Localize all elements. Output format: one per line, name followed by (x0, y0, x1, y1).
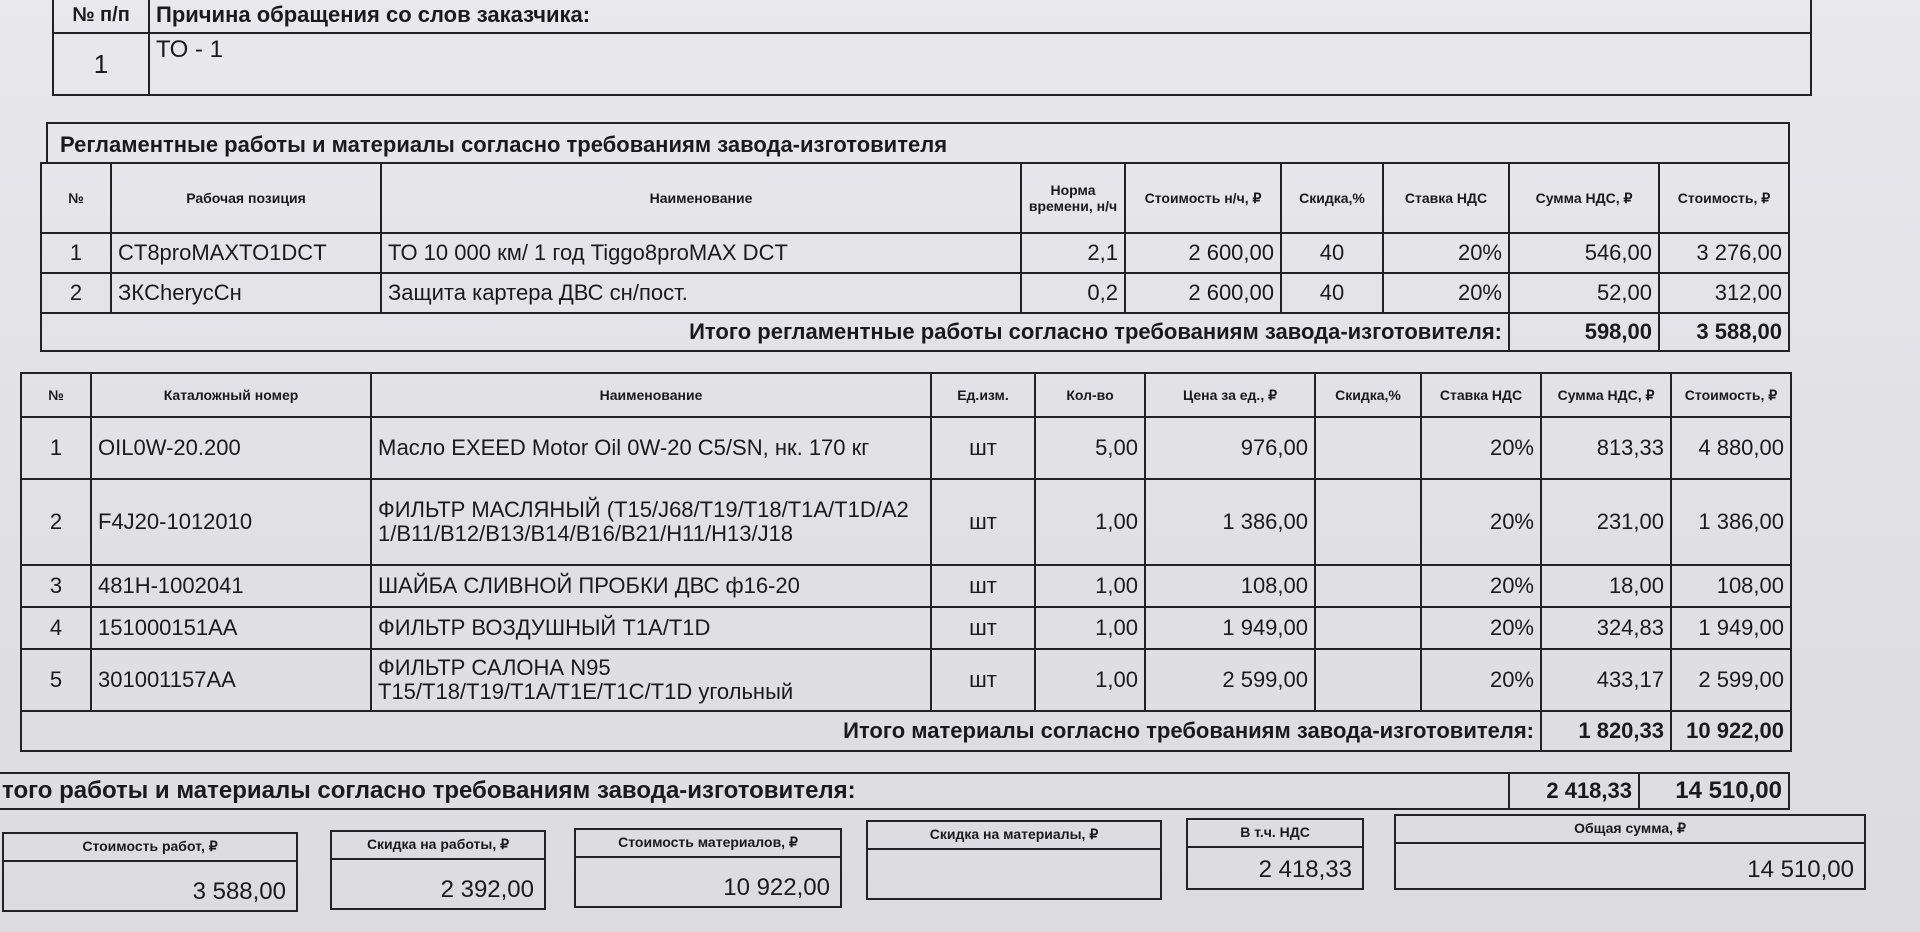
mat-cell-code: 481H-1002041 (91, 565, 371, 607)
mat-cell-qty: 1,00 (1035, 649, 1145, 711)
mat-cell-vatsum: 324,83 (1541, 607, 1671, 649)
works-cell-norm: 2,1 (1021, 233, 1125, 273)
mat-cell-code: 151000151AA (91, 607, 371, 649)
summary-materials-discount (866, 820, 1162, 900)
mat-h-code: Каталожный номер (91, 373, 371, 417)
works-cell-cost: 3 276,00 (1659, 233, 1789, 273)
mat-cell-cost: 1 386,00 (1671, 479, 1791, 565)
works-cell-vatsum: 52,00 (1509, 273, 1659, 313)
works-h-cost: Стоимость, ₽ (1659, 163, 1789, 233)
works-total-label: Итого регламентные работы согласно требованиям завода-изготовителя: (41, 313, 1509, 351)
table-row (21, 607, 1791, 649)
mat-cell-unit: шт (931, 417, 1035, 479)
works-h-disc: Скидка,% (1281, 163, 1383, 233)
summary-total (1394, 814, 1866, 890)
materials-header-row (21, 373, 1791, 417)
mat-h-vatsum: Сумма НДС, ₽ (1541, 373, 1671, 417)
grand-total-cost: 14 510,00 (1639, 773, 1789, 809)
table-row (41, 273, 1789, 313)
mat-cell-qty: 1,00 (1035, 565, 1145, 607)
works-cell-rate: 2 600,00 (1125, 273, 1281, 313)
mat-cell-price: 1 386,00 (1145, 479, 1315, 565)
mat-cell-no: 1 (21, 417, 91, 479)
reason-table (52, 0, 1812, 96)
mat-cell-disc (1315, 649, 1421, 711)
works-cell-no: 2 (41, 273, 111, 313)
mat-cell-price: 1 949,00 (1145, 607, 1315, 649)
works-cell-disc: 40 (1281, 233, 1383, 273)
summary-vat (1186, 818, 1364, 890)
works-cell-cost: 312,00 (1659, 273, 1789, 313)
materials-total-label: Итого материалы согласно требованиям завода-изготовителя: (21, 711, 1541, 751)
summary-label: Стоимость работ, ₽ (4, 834, 296, 862)
table-row (21, 417, 1791, 479)
works-cell-norm: 0,2 (1021, 273, 1125, 313)
works-title: Регламентные работы и материалы согласно требованиям завода-изготовителя (60, 132, 948, 157)
works-cell-no: 1 (41, 233, 111, 273)
reason-col-no: № п/п (53, 0, 149, 33)
mat-cell-name: ШАЙБА СЛИВНОЙ ПРОБКИ ДВС ф16-20 (371, 565, 931, 607)
mat-cell-cost: 108,00 (1671, 565, 1791, 607)
mat-cell-qty: 1,00 (1035, 479, 1145, 565)
works-cell-name: ТО 10 000 км/ 1 год Tiggo8proMAX DCT (381, 233, 1021, 273)
mat-cell-code: F4J20-1012010 (91, 479, 371, 565)
mat-cell-cost: 4 880,00 (1671, 417, 1791, 479)
mat-cell-price: 2 599,00 (1145, 649, 1315, 711)
mat-cell-vatsum: 813,33 (1541, 417, 1671, 479)
mat-cell-no: 5 (21, 649, 91, 711)
mat-cell-no: 2 (21, 479, 91, 565)
works-cell-code: CT8proMAXTO1DCT (111, 233, 381, 273)
mat-cell-disc (1315, 607, 1421, 649)
reason-row-no: 1 (53, 33, 149, 95)
mat-cell-disc (1315, 565, 1421, 607)
mat-cell-price: 976,00 (1145, 417, 1315, 479)
works-h-rate: Стоимость н/ч, ₽ (1125, 163, 1281, 233)
mat-cell-price: 108,00 (1145, 565, 1315, 607)
works-h-norm: Норма времени, н/ч (1021, 163, 1125, 233)
mat-cell-name: Масло EXEED Motor Oil 0W-20 C5/SN, нк. 170 кг (371, 417, 931, 479)
works-h-code: Рабочая позиция (111, 163, 381, 233)
materials-table (20, 372, 1792, 752)
summary-value: 10 922,00 (723, 874, 830, 901)
mat-cell-unit: шт (931, 479, 1035, 565)
works-table (40, 162, 1790, 352)
materials-total-cost: 10 922,00 (1671, 711, 1791, 751)
mat-cell-vat: 20% (1421, 607, 1541, 649)
reason-col-reason: Причина обращения со слов заказчика: (149, 0, 1811, 33)
works-cell-name: Защита картера ДВС сн/пост. (381, 273, 1021, 313)
table-row (21, 649, 1791, 711)
mat-cell-qty: 5,00 (1035, 417, 1145, 479)
mat-cell-name: ФИЛЬТР МАСЛЯНЫЙ (T15/J68/T19/T18/T1A/T1D/A21/B11/B12/B13/B14/B16/B21/H11/H13/J18 (371, 479, 931, 565)
works-total-cost: 3 588,00 (1659, 313, 1789, 351)
mat-cell-code: OIL0W-20.200 (91, 417, 371, 479)
mat-cell-qty: 1,00 (1035, 607, 1145, 649)
summary-value: 2 392,00 (440, 876, 534, 903)
mat-cell-vat: 20% (1421, 479, 1541, 565)
table-row (21, 565, 1791, 607)
mat-cell-vat: 20% (1421, 649, 1541, 711)
works-cell-disc: 40 (1281, 273, 1383, 313)
summary-label: В т.ч. НДС (1188, 820, 1362, 848)
mat-cell-unit: шт (931, 565, 1035, 607)
summary-value: 14 510,00 (1747, 856, 1854, 883)
mat-cell-cost: 2 599,00 (1671, 649, 1791, 711)
grand-total-label: того работы и материалы согласно требованиям завода-изготовителя: (0, 773, 1509, 809)
summary-materials-cost (574, 828, 842, 908)
works-total-vat: 598,00 (1509, 313, 1659, 351)
works-h-no: № (41, 163, 111, 233)
grand-total-vat: 2 418,33 (1509, 773, 1639, 809)
mat-cell-vatsum: 231,00 (1541, 479, 1671, 565)
works-cell-rate: 2 600,00 (1125, 233, 1281, 273)
summary-label: Скидка на работы, ₽ (332, 832, 544, 860)
works-cell-vat: 20% (1383, 233, 1509, 273)
mat-h-price: Цена за ед., ₽ (1145, 373, 1315, 417)
works-header-row (41, 163, 1789, 233)
summary-work-cost (2, 832, 298, 912)
table-row (41, 233, 1789, 273)
mat-cell-vat: 20% (1421, 417, 1541, 479)
mat-cell-name: ФИЛЬТР САЛОНА N95 T15/T18/T19/T1A/T1E/T1C/T1D угольный (371, 649, 931, 711)
mat-cell-code: 301001157AA (91, 649, 371, 711)
works-total-row (41, 313, 1789, 351)
mat-cell-cost: 1 949,00 (1671, 607, 1791, 649)
mat-cell-unit: шт (931, 607, 1035, 649)
works-h-vat: Ставка НДС (1383, 163, 1509, 233)
mat-cell-name: ФИЛЬТР ВОЗДУШНЫЙ T1A/T1D (371, 607, 931, 649)
works-h-vatsum: Сумма НДС, ₽ (1509, 163, 1659, 233)
mat-cell-vatsum: 433,17 (1541, 649, 1671, 711)
summary-label: Общая сумма, ₽ (1396, 816, 1864, 844)
works-h-name: Наименование (381, 163, 1021, 233)
summary-label: Скидка на материалы, ₽ (868, 822, 1160, 850)
mat-h-name: Наименование (371, 373, 931, 417)
mat-cell-no: 3 (21, 565, 91, 607)
mat-h-qty: Кол-во (1035, 373, 1145, 417)
mat-cell-vatsum: 18,00 (1541, 565, 1671, 607)
summary-value: 3 588,00 (192, 878, 286, 905)
mat-h-unit: Ед.изм. (931, 373, 1035, 417)
mat-cell-no: 4 (21, 607, 91, 649)
reason-row-text: ТО - 1 (149, 33, 1811, 95)
mat-h-no: № (21, 373, 91, 417)
summary-work-discount (330, 830, 546, 910)
mat-h-disc: Скидка,% (1315, 373, 1421, 417)
works-cell-vatsum: 546,00 (1509, 233, 1659, 273)
summary-value: 2 418,33 (1258, 856, 1352, 883)
mat-cell-vat: 20% (1421, 565, 1541, 607)
grand-total-table (0, 772, 1790, 810)
mat-cell-unit: шт (931, 649, 1035, 711)
table-row (21, 479, 1791, 565)
mat-h-cost: Стоимость, ₽ (1671, 373, 1791, 417)
mat-cell-disc (1315, 417, 1421, 479)
materials-total-row (21, 711, 1791, 751)
works-cell-code: ЗКCherycCн (111, 273, 381, 313)
works-cell-vat: 20% (1383, 273, 1509, 313)
summary-label: Стоимость материалов, ₽ (576, 830, 840, 858)
materials-total-vat: 1 820,33 (1541, 711, 1671, 751)
mat-h-vat: Ставка НДС (1421, 373, 1541, 417)
mat-cell-disc (1315, 479, 1421, 565)
